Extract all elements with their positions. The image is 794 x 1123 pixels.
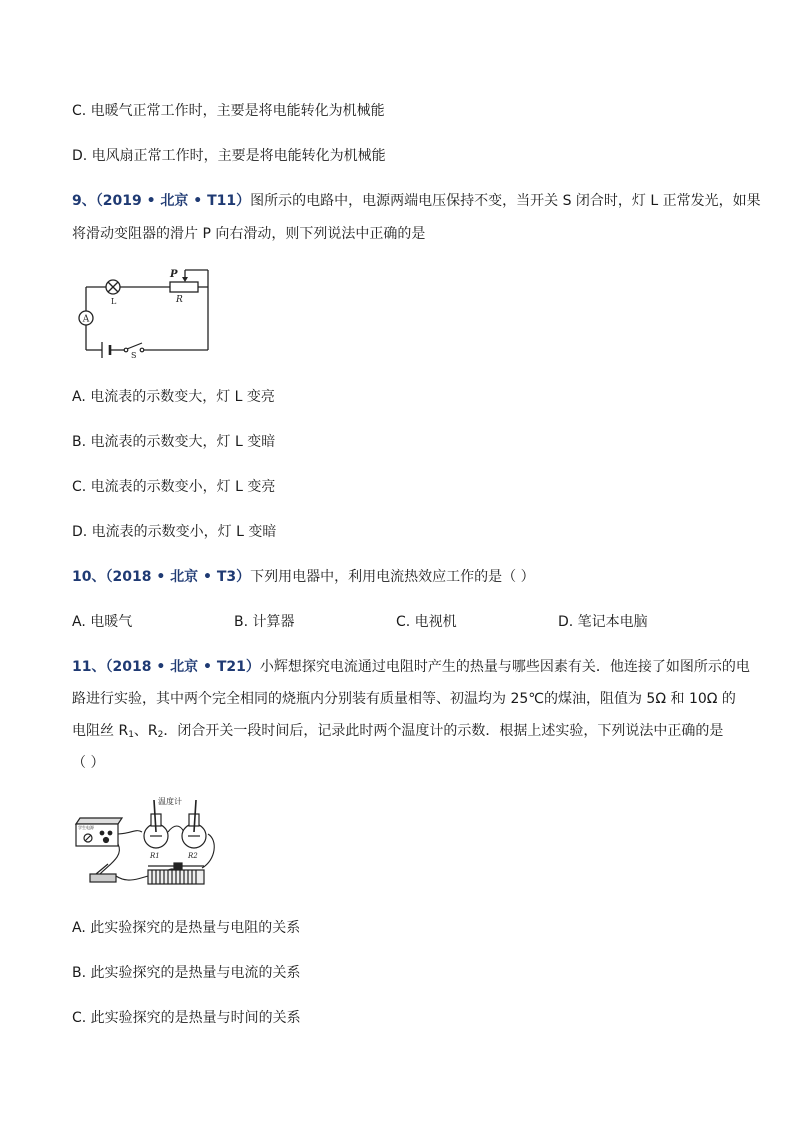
rheostat-q11: [148, 863, 204, 884]
experiment-diagram-q11: [70, 794, 220, 890]
lamp-symbol: [106, 280, 120, 294]
circuit-diagram-q9: [72, 262, 217, 358]
line3-text-a: 电阻丝 R: [72, 723, 129, 739]
line3-text-c: ．闭合开关一段时间后，记录此时两个温度计的示数．根据上述实验，下列说法中正确的是: [163, 723, 724, 739]
question-10-option-d: D. 笔记本电脑: [558, 614, 648, 630]
label-l: L: [111, 297, 117, 306]
slider-arrow: [182, 277, 188, 282]
battery-symbol: [102, 342, 110, 358]
question-11-line2: 路进行实验，其中两个完全相同的烧瓶内分别装有质量相等、初温均为 25℃的煤油，阻值为 5Ω 和 10Ω 的: [72, 691, 736, 707]
question-10-number: 10、: [72, 569, 106, 585]
r2-subscript: 2: [157, 730, 164, 740]
question-11-option-c: C. 此实验探究的是热量与时间的关系: [72, 1010, 301, 1026]
rheostat-symbol: [170, 282, 198, 292]
svg-text:A: A: [82, 314, 90, 325]
question-11-line1: [72, 657, 750, 677]
option-c-prev: C. 电暖气正常工作时，主要是将电能转化为机械能: [72, 103, 385, 119]
power-supply-label: 学生电源: [78, 825, 94, 830]
question-11-line3: [72, 721, 723, 745]
line3-text-b: 、R: [133, 723, 158, 739]
question-10-option-b: B. 计算器: [234, 614, 295, 630]
power-supply: [76, 818, 122, 846]
flask-label-r2: R2: [188, 852, 198, 860]
question-11-tag: （2018 • 北京 • T21）: [105, 659, 260, 675]
switch-q11: [90, 864, 116, 882]
question-9-option-a: A. 电流表的示数变大，灯 L 变亮: [72, 389, 275, 405]
question-9-option-b: B. 电流表的示数变大，灯 L 变暗: [72, 434, 276, 450]
question-11-line4: （ ）: [72, 755, 105, 771]
question-11-stem-1: 小辉想探究电流通过电阻时产生的热量与哪些因素有关．他连接了如图所示的电: [259, 659, 750, 675]
question-10-option-a: A. 电暖气: [72, 614, 133, 630]
question-9-line2: 将滑动变阻器的滑片 P 向右滑动，则下列说法中正确的是: [72, 226, 426, 242]
label-r: R: [176, 295, 183, 305]
question-10-option-c: C. 电视机: [396, 614, 457, 630]
question-9-tag: （2019 • 北京 • T11）: [95, 193, 251, 209]
question-11-option-b: B. 此实验探究的是热量与电流的关系: [72, 965, 301, 981]
ammeter-symbol: [79, 311, 93, 325]
question-10-stem: 下列用电器中，利用电流热效应工作的是（ ）: [250, 569, 535, 585]
question-11-option-a: A. 此实验探究的是热量与电阻的关系: [72, 920, 301, 936]
r1-subscript: 1: [128, 730, 134, 740]
question-10-line: [72, 567, 535, 587]
question-11-number: 11、: [72, 659, 106, 675]
question-9-stem-1: 图所示的电路中，电源两端电压保持不变，当开关 S 闭合时，灯 L 正常发光，如果: [250, 193, 761, 209]
option-d-prev: D. 电风扇正常工作时，主要是将电能转化为机械能: [72, 148, 386, 164]
question-9-option-c: C. 电流表的示数变小，灯 L 变亮: [72, 479, 276, 495]
flask-label-r1: R1: [150, 852, 160, 860]
label-p: P: [170, 269, 178, 280]
question-9-number: 9、: [72, 193, 96, 209]
question-10-tag: （2018 • 北京 • T3）: [105, 569, 251, 585]
label-s: S: [131, 351, 137, 358]
question-9-option-d: D. 电流表的示数变小，灯 L 变暗: [72, 524, 277, 540]
thermometer-label: 温度计: [158, 797, 182, 806]
question-9-line1: [72, 191, 761, 211]
